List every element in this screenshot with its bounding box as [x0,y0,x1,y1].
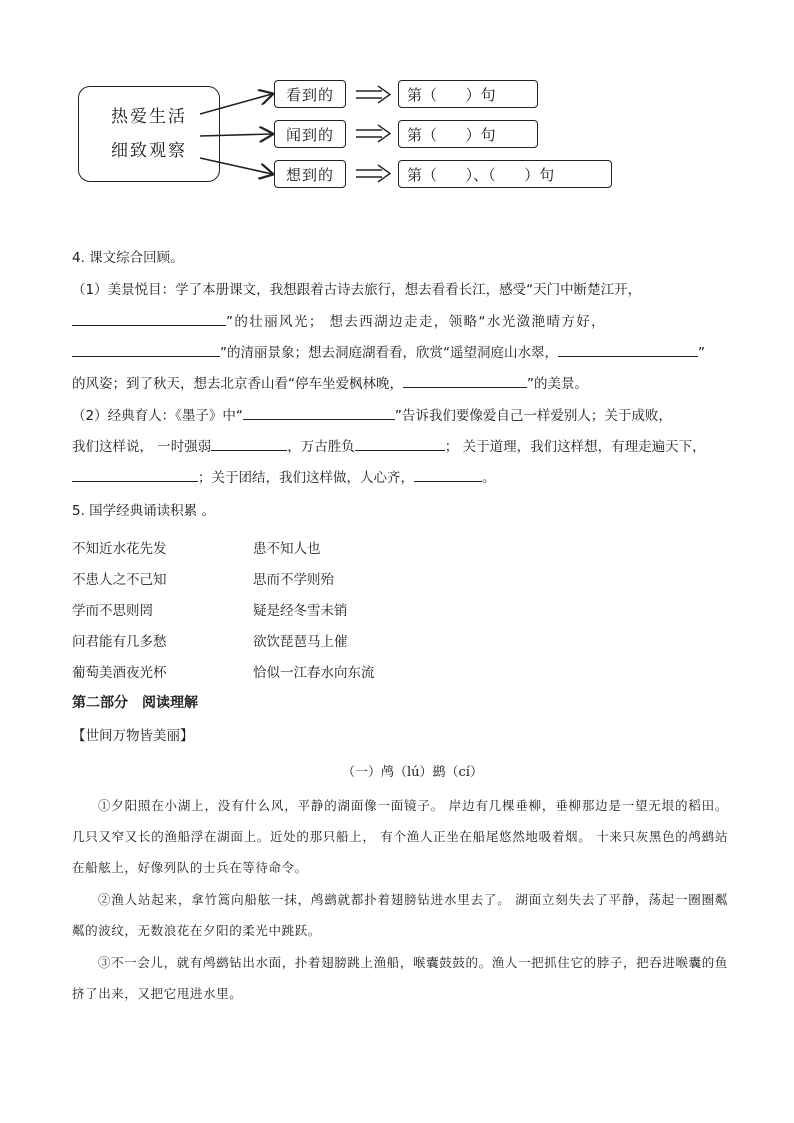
q4-p2-line2-text: 我们这样说， 一时强弱 [72,439,212,455]
main-theme-line1: 热爱生活 [111,107,187,127]
q5-right-4[interactable]: 欲饮琵琶马上催 [253,634,348,650]
q4-p1-line1: （1）美景悦目：学了本册课文，我想跟着古诗去旅行，想去看看长江，感受“天门中断楚江开， [72,282,642,298]
q5-right-2[interactable]: 思而不学则殆 [253,572,334,588]
passage-paragraph-2: ②渔人站起来，拿竹篙向船舷一抹，鸬鹚就都扑着翅膀钻进水里去了。 湖面立刻失去了平静，荡起一圈圈粼粼的波纹，无数浪花在夕阳的柔光中跳跃。 [72,892,728,938]
double-arrow-row1 [356,86,390,103]
q4-p2-line3-text: ；关于团结，我们这样做，人心齐， [198,470,414,486]
sense-box-thought: 想到的 [274,160,346,188]
q4-p2-line1-text: （2）经典育人：《墨子》中“ [72,408,243,424]
blank-3[interactable] [558,342,698,357]
q5-left-1[interactable]: 不知近水花先发 [72,541,167,557]
blank-1[interactable] [72,311,226,326]
q4-p1-line3 [72,341,705,361]
q4-p1-line3-end: ” [698,345,705,361]
main-theme-line2: 细致观察 [111,141,187,161]
q4-p2-line2-mid: ，万古胜负 [287,439,355,455]
q4-p2-line1-end: ”告诉我们要像爱自己一样爱别人；关于成败， [394,408,672,424]
q5-left-3[interactable]: 学而不思则罔 [72,603,153,619]
passage-paragraph-3: ③不一会儿，就有鸬鹚钻出水面，扑着翅膀跳上渔船，喉囊鼓鼓的。渔人一把抓住它的脖子，把吞进喉囊的鱼挤了出来，又把它甩进水里。 [72,955,728,1001]
q4-p2-line2 [72,435,706,455]
double-arrow-row2 [356,125,390,142]
blank-2[interactable] [72,342,220,357]
q4-p2-line3 [72,466,496,486]
sense-box-smelled: 闻到的 [274,120,346,148]
double-arrow-row3 [356,165,390,182]
blank-7[interactable] [355,436,445,451]
q5-title: 5. 国学经典诵读积累 。 [72,503,215,519]
q5-right-5[interactable]: 恰似一江春水向东流 [253,665,375,681]
q4-p1-line4-end: ”的美景。 [527,376,588,392]
q5-right-1[interactable]: 患不知人也 [253,541,321,557]
q5-right-3[interactable]: 疑是经冬雪未销 [253,603,348,619]
answer-box-row3[interactable]: 第（ ）、（ ）句 [398,160,612,188]
q4-p2-line3-end: 。 [482,470,496,486]
answer-box-row1[interactable]: 第（ ）句 [398,80,538,108]
q5-left-4[interactable]: 问君能有几多愁 [72,634,167,650]
q4-title: 4. 课文综合回顾。 [72,250,184,266]
structure-diagram [78,78,618,196]
passage-paragraph-1: ①夕阳照在小湖上，没有什么风，平静的湖面像一面镜子。 岸边有几棵垂柳，垂柳那边是一望无垠的稻田。 几只又窄又长的渔船浮在湖面上。近处的那只船上， 有个渔人正坐在船尾悠然地吸着烟。 十来只灰黑色的鸬鹚站在船舷上，好像列队的士兵在等待命令。 [72,798,728,875]
q4-p2-line2-end: ； 关于道理，我们这样想，有理走遍天下， [444,439,706,455]
blank-6[interactable] [211,436,287,451]
sense-box-seen: 看到的 [274,80,346,108]
q4-p1-line3-text: ”的清丽景象；想去洞庭湖看看，欣赏“遥望洞庭山水翠， [220,345,558,361]
blank-5[interactable] [243,405,395,420]
q4-p1-line2 [72,310,606,330]
q4-p1-line4 [72,372,588,392]
main-theme-box [78,86,220,182]
part2-theme: 【世间万物皆美丽】 [72,728,194,744]
q4-p1-line2-text: ”的壮丽风光； 想去西湖边走走，领略“水光潋滟晴方好， [226,314,607,330]
blank-4[interactable] [403,373,527,388]
q5-left-5[interactable]: 葡萄美酒夜光杯 [72,665,167,681]
q4-p1-line4-text: 的风姿；到了秋天，想去北京香山看“停车坐爱枫林晚， [72,376,403,392]
blank-8[interactable] [72,467,198,482]
answer-box-row2[interactable]: 第（ ）句 [398,120,538,148]
part2-heading: 第二部分 阅读理解 [72,695,198,711]
q5-left-2[interactable]: 不患人之不己知 [72,572,167,588]
q4-p2-line1 [72,404,672,424]
passage-title: （一）鸬（lú）鹚（cí） [342,765,483,780]
blank-9[interactable] [414,467,482,482]
